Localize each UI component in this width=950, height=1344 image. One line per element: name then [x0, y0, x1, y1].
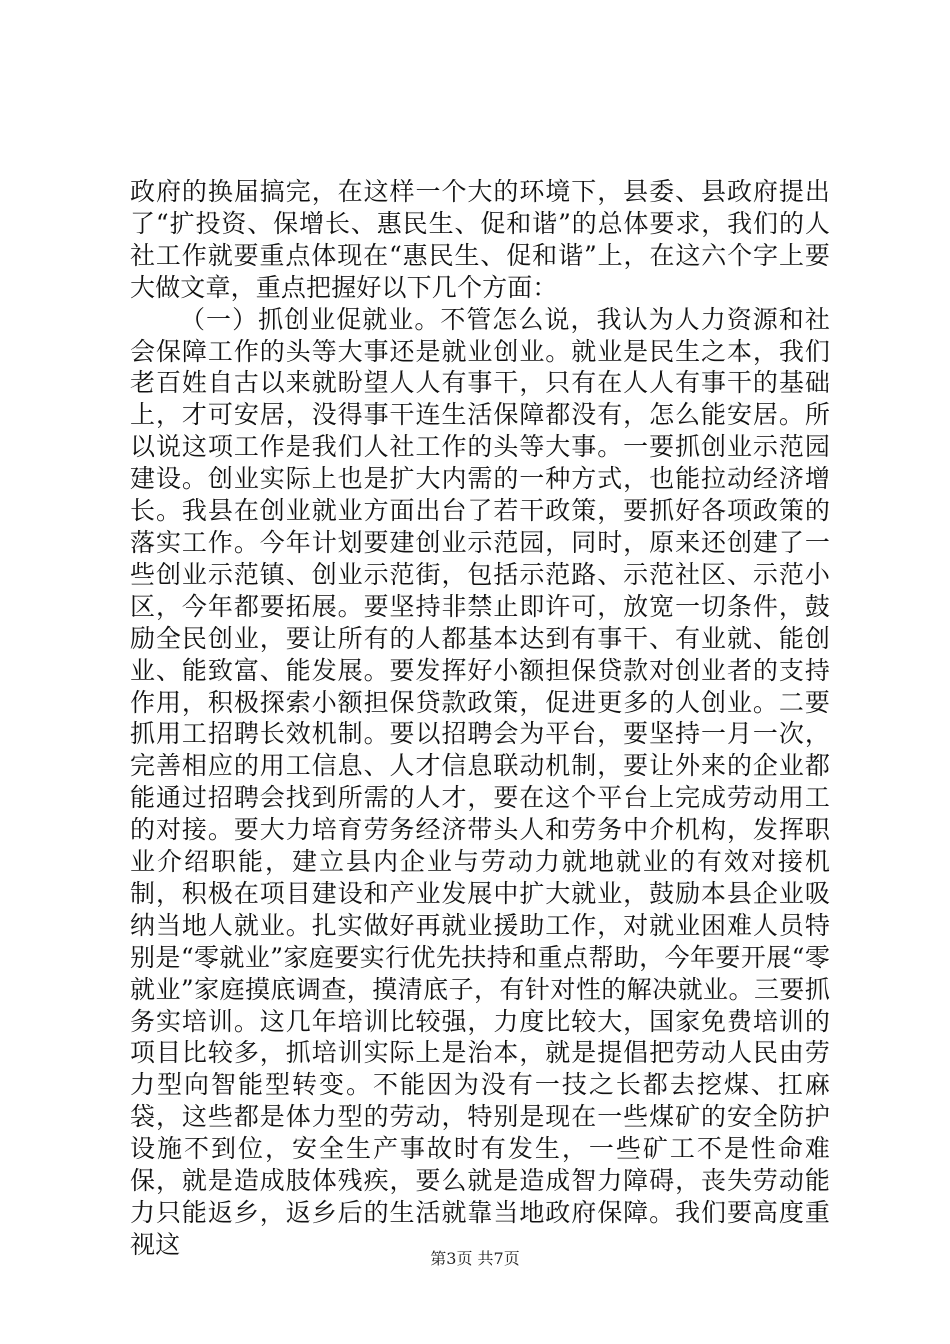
document-body: [130, 176, 830, 1261]
paragraph-section-one: （一）抓创业促就业。不管怎么说，我认为人力资源和社会保障工作的头等大事还是就业创业。就业是民生之本，我们老百姓自古以来就盼望人人有事干，只有在人人有事干的基础上，才可安居，没得事干连生活保障都没有，怎么能安居。所以说这项工作是我们人社工作的头等大事。一要抓创业示范园建设。创业实际上也是扩大内需的一种方式，也能拉动经济增长。我县在创业就业方面出台了若干政策，要抓好各项政策的落实工作。今年计划要建创业示范园，同时，原来还创建了一些创业示范镇、创业示范街，包括示范路、示范社区、示范小区，今年都要拓展。要坚持非禁止即许可，放宽一切条件，鼓励全民创业，要让所有的人都基本达到有事干、有业就、能创业、能致富、能发展。要发挥好小额担保贷款对创业者的支持作用，积极探索小额担保贷款政策，促进更多的人创业。二要抓用工招聘长效机制。要以招聘会为平台，要坚持一月一次，完善相应的用工信息、人才信息联动机制，要让外来的企业都能通过招聘会找到所需的人才，要在这个平台上完成劳动用工的对接。要大力培育劳务经济带头人和劳务中介机构，发挥职业介绍职能，建立县内企业与劳动力就地就业的有效对接机制，积极在项目建设和产业发展中扩大就业，鼓励本县企业吸纳当地人就业。扎实做好再就业援助工作，对就业困难人员特别是“零就业”家庭要实行优先扶持和重点帮助，今年要开展“零就业”家庭摸底调查，摸清底子，有针对性的解决就业。三要抓务实培训。这几年培训比较强，力度比较大，国家免费培训的项目比较多，抓培训实际上是治本，就是提倡把劳动人民由劳力型向智能型转变。不能因为没有一技之长都去挖煤、扛麻袋，这些都是体力型的劳动，特别是现在一些煤矿的安全防护设施不到位，安全生产事故时有发生，一些矿工不是性命难保，就是造成肢体残疾，要么就是造成智力障碍，丧失劳动能力只能返乡，返乡后的生活就靠当地政府保障。我们要高度重视这: [130, 304, 830, 1259]
paragraph-continuation: 政府的换届搞完，在这样一个大的环境下，县委、县政府提出了“扩投资、保增长、惠民生、促和谐”的总体要求，我们的人社工作就要重点体现在“惠民生、促和谐”上，在这六个字上要大做文章，重点把握好以下几个方面：: [130, 177, 830, 302]
page-number-footer: 第3页 共7页: [430, 1249, 520, 1268]
